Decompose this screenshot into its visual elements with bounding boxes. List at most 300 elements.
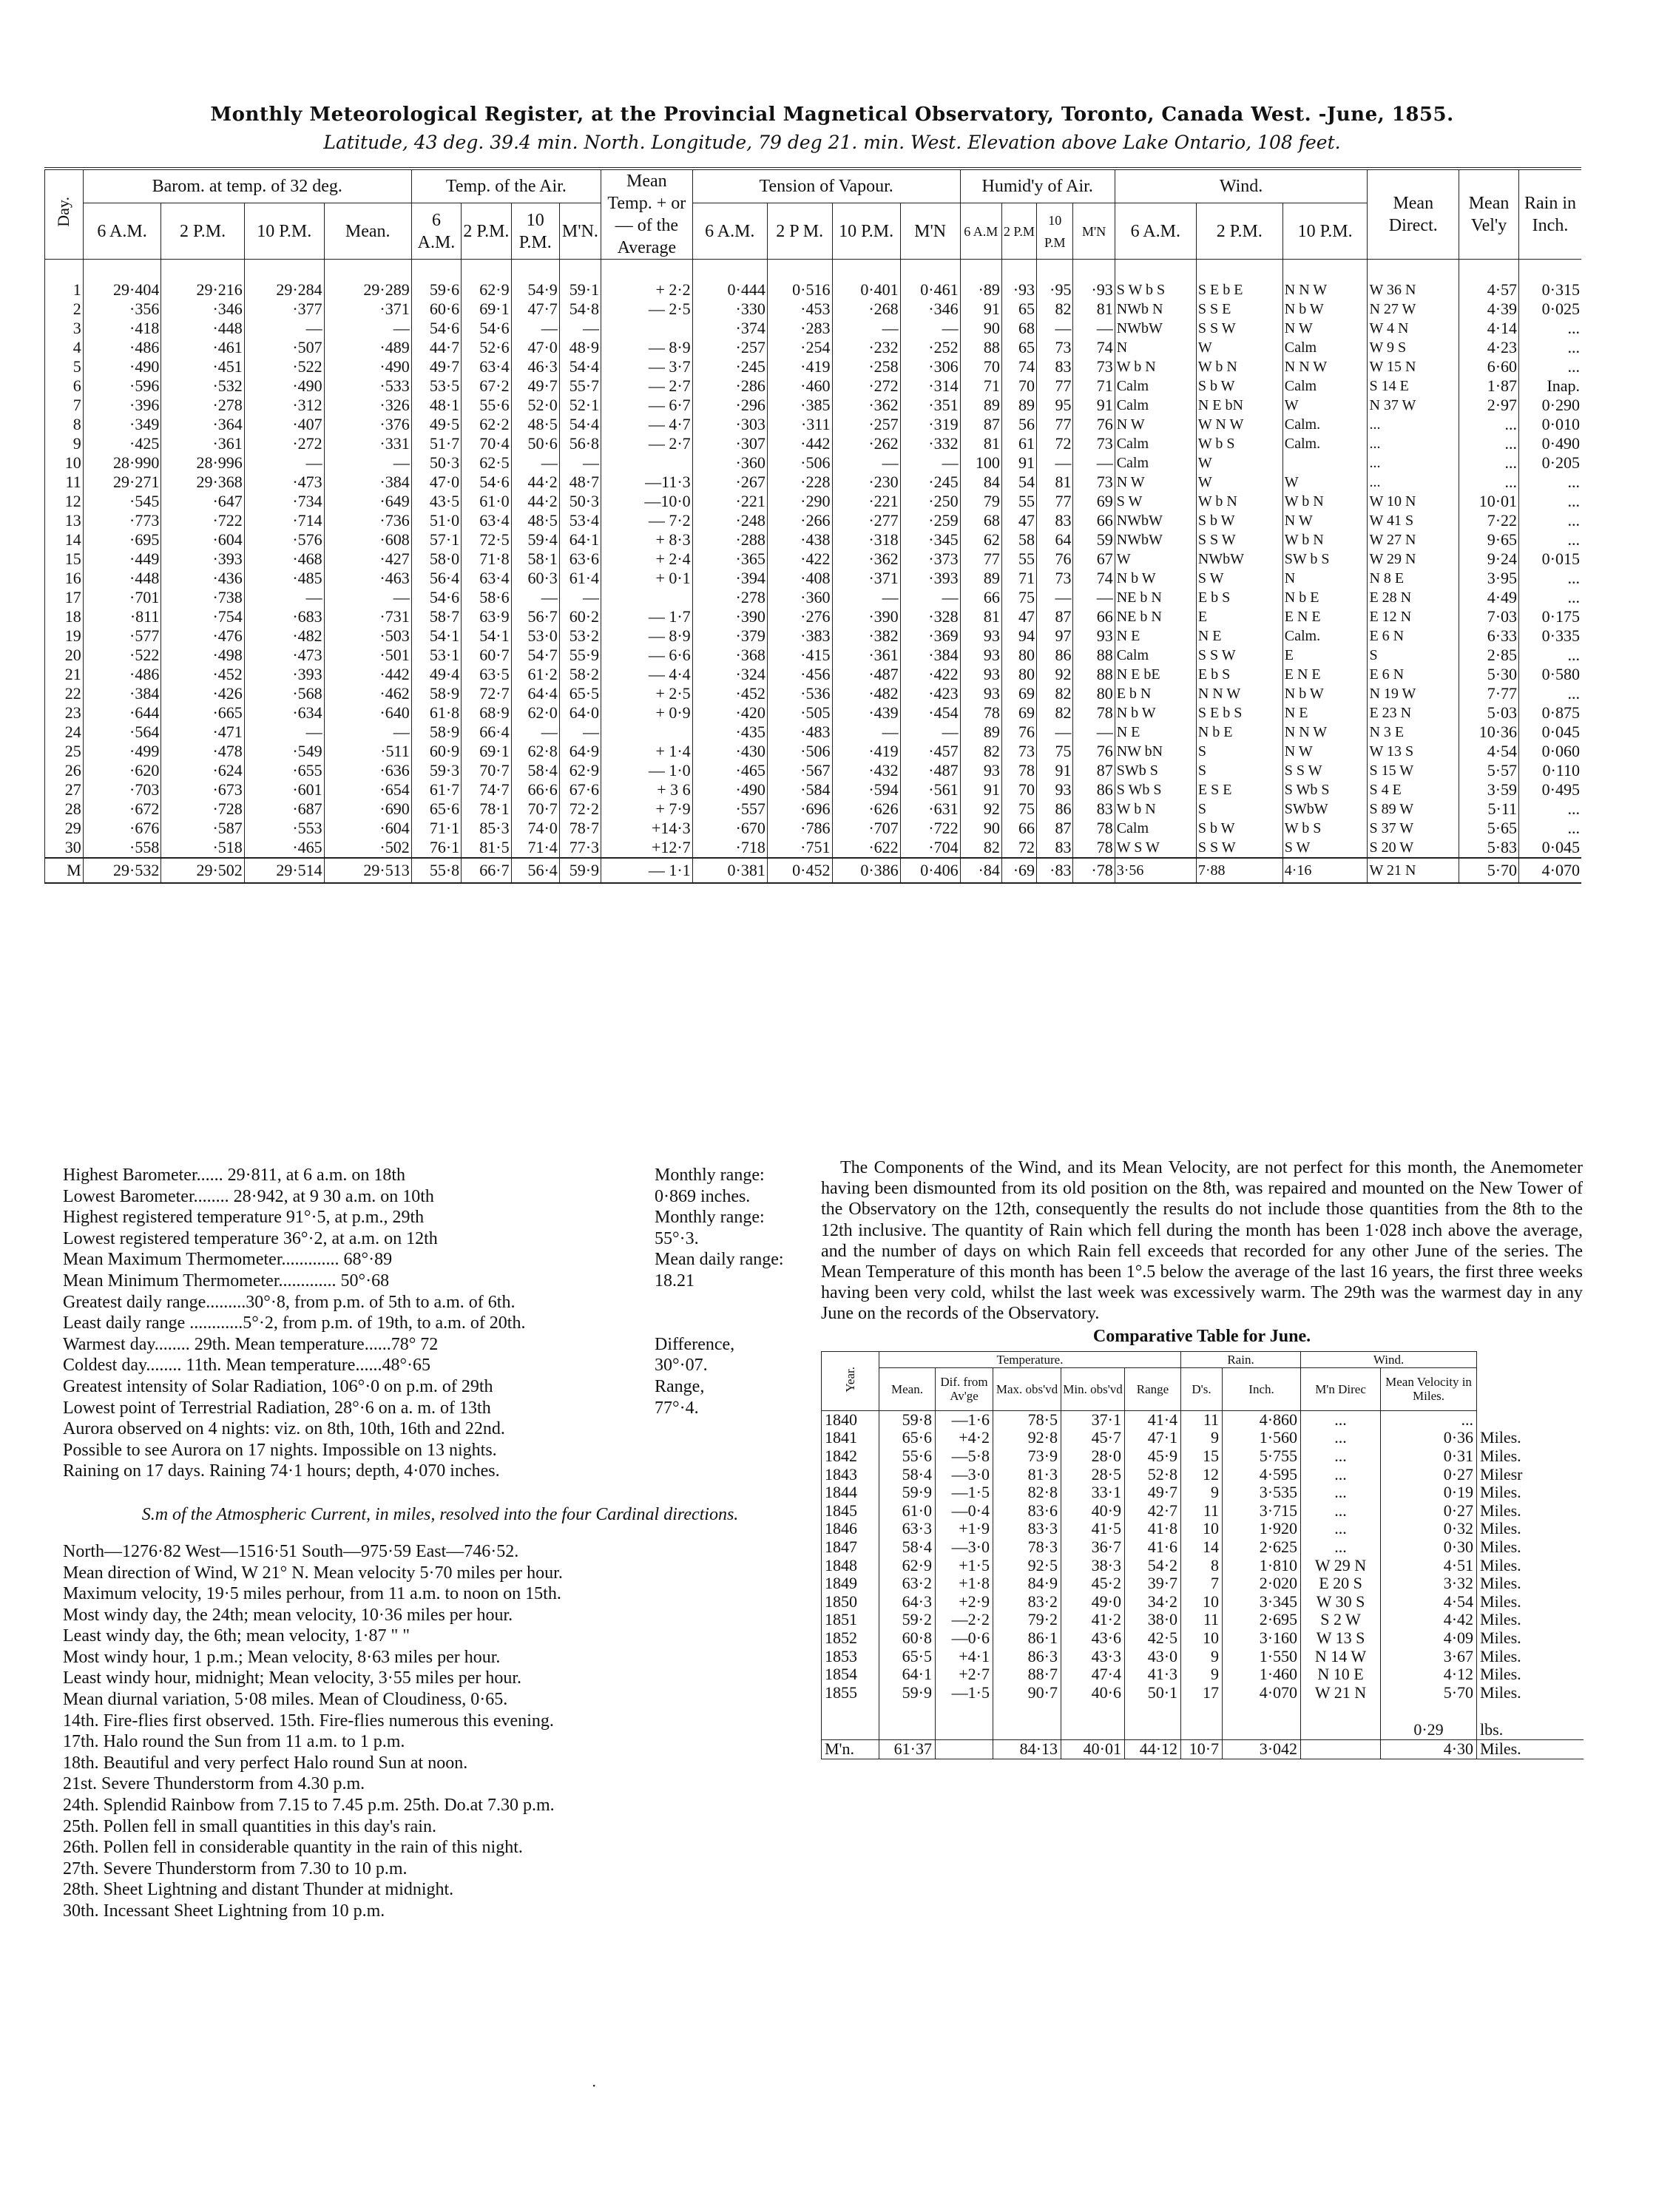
event-line: Mean diurnal variation, 5·08 miles. Mean of Cloudiness, 0·65. xyxy=(63,1690,508,1710)
barom-6am-header: 6 A.M. xyxy=(83,203,161,260)
register-cell: ·318 xyxy=(832,530,900,549)
register-cell: 50·3 xyxy=(559,492,601,511)
atmospheric-current-title: S.m of the Atmospheric Current, in miles, resolved into the four Cardinal directions. xyxy=(141,1504,739,1524)
register-cell: ·703 xyxy=(83,780,161,799)
register-cell: W xyxy=(1282,473,1368,492)
register-cell: S xyxy=(1196,761,1282,780)
register-cell: ·312 xyxy=(244,396,324,415)
register-cell: 78 xyxy=(1073,819,1115,838)
register-cell: ·676 xyxy=(83,819,161,838)
register-cell: Calm. xyxy=(1282,415,1368,434)
register-cell: 78 xyxy=(1073,838,1115,858)
comparative-cell: 3·535 xyxy=(1223,1484,1301,1502)
register-cell: 74 xyxy=(1001,357,1036,376)
register-cell: 0·335 xyxy=(1519,626,1581,646)
register-cell: 5 xyxy=(45,357,84,376)
comparative-cell: 83·6 xyxy=(993,1502,1061,1521)
register-cell: 70 xyxy=(1001,376,1036,396)
comparative-cell: 84·9 xyxy=(993,1575,1061,1593)
register-cell: ·332 xyxy=(900,434,960,453)
event-line: 30th. Incessant Sheet Lightning from 10 p.m. xyxy=(63,1901,385,1921)
comparative-cell: 92·5 xyxy=(993,1557,1061,1575)
register-cell: ·557 xyxy=(692,799,767,819)
register-cell: 97 xyxy=(1037,626,1073,646)
comparative-row xyxy=(822,1684,1584,1702)
register-row xyxy=(45,319,1582,338)
register-cell: ·564 xyxy=(83,723,161,742)
comparative-cell: 28·0 xyxy=(1061,1447,1125,1466)
register-cell: ·626 xyxy=(832,799,900,819)
register-cell: ·369 xyxy=(900,626,960,646)
summary-line-text: Least daily range ............5°·2, from p.m. of 19th, to a.m. of 20th. xyxy=(63,1313,526,1333)
mean-cell: 3·56 xyxy=(1115,858,1196,883)
mean-cell: ·83 xyxy=(1037,858,1073,883)
comparative-row xyxy=(822,1410,1584,1429)
register-cell: 78 xyxy=(1001,761,1036,780)
register-cell: —10·0 xyxy=(601,492,693,511)
register-cell: 76 xyxy=(1073,415,1115,434)
register-cell: 53·0 xyxy=(511,626,559,646)
register-cell: 82 xyxy=(1037,300,1073,319)
register-cell: ·362 xyxy=(832,549,900,569)
comparative-empty-cell xyxy=(1223,1702,1301,1739)
temp-10pm-header: 10 P.M. xyxy=(511,203,559,260)
register-cell: ·683 xyxy=(244,607,324,626)
register-cell: 69·1 xyxy=(462,300,511,319)
register-cell: S Wb S xyxy=(1115,780,1196,799)
register-cell: 75 xyxy=(1001,799,1036,819)
register-cell: 62·0 xyxy=(511,703,559,723)
temperature-header: Temp. of the Air. xyxy=(411,169,601,203)
register-cell: 66 xyxy=(1073,511,1115,530)
comparative-cell: 0·27 xyxy=(1381,1466,1477,1484)
comparative-cell: 4·595 xyxy=(1223,1466,1301,1484)
register-cell: ·230 xyxy=(832,473,900,492)
register-cell: ·277 xyxy=(832,511,900,530)
register-row xyxy=(45,703,1582,723)
register-cell: S 37 W xyxy=(1368,819,1459,838)
register-cell: 75 xyxy=(1001,588,1036,607)
register-cell: ·93 xyxy=(1001,260,1036,300)
register-row xyxy=(45,799,1582,819)
register-cell: 6 xyxy=(45,376,84,396)
page-title: Monthly Meteorological Register, at the Provincial Magnetical Observatory, Toronto, Canada West. -June, 1855. xyxy=(210,104,1454,126)
register-cell: 21 xyxy=(45,665,84,684)
register-cell: ·587 xyxy=(161,819,244,838)
register-cell: ·368 xyxy=(692,646,767,665)
comparative-cell: 54·2 xyxy=(1125,1557,1181,1575)
register-cell: ·266 xyxy=(767,511,832,530)
register-cell: 62·8 xyxy=(511,742,559,761)
cmp-inch-header: Inch. xyxy=(1223,1367,1301,1410)
register-cell: W 4 N xyxy=(1368,319,1459,338)
register-cell: ·384 xyxy=(83,684,161,703)
summary-line-aside: Monthly range: xyxy=(655,1166,765,1185)
event-line: 21st. Severe Thunderstorm from 4.30 p.m. xyxy=(63,1774,365,1794)
register-cell: E 6 N xyxy=(1368,665,1459,684)
register-cell: — xyxy=(832,723,900,742)
register-cell: — xyxy=(511,453,559,473)
register-cell: — 6·7 xyxy=(601,396,693,415)
mean-cell: 29·502 xyxy=(161,858,244,883)
register-cell: NWbW xyxy=(1196,549,1282,569)
comparative-extra-row xyxy=(822,1702,1584,1739)
mean-cell: 29·532 xyxy=(83,858,161,883)
comparative-cell: 59·8 xyxy=(879,1410,936,1429)
register-cell: 58·9 xyxy=(411,723,461,742)
comparative-cell: S 2 W xyxy=(1301,1611,1381,1629)
register-cell: ·577 xyxy=(83,626,161,646)
register-cell: ·420 xyxy=(692,703,767,723)
comparative-cell: 43·3 xyxy=(1061,1648,1125,1666)
comparative-cell: 9 xyxy=(1181,1429,1223,1447)
comparative-cell: —0·4 xyxy=(936,1502,993,1521)
register-cell: ·482 xyxy=(244,626,324,646)
register-cell: 81 xyxy=(960,607,1001,626)
register-cell: 66 xyxy=(960,588,1001,607)
register-cell: 0·010 xyxy=(1519,415,1581,434)
register-cell: ·722 xyxy=(161,511,244,530)
summary-line-text: Warmest day........ 29th. Mean temperature......78° 72 xyxy=(63,1334,439,1354)
mean-cell: ·84 xyxy=(960,858,1001,883)
register-cell: 63·9 xyxy=(462,607,511,626)
register-cell: 82 xyxy=(960,838,1001,858)
register-cell: ·490 xyxy=(83,357,161,376)
register-cell xyxy=(601,588,693,607)
barom-10pm-header: 10 P.M. xyxy=(244,203,324,260)
register-cell: — 8·9 xyxy=(601,338,693,357)
comparative-cell: 1845 xyxy=(822,1502,879,1521)
comparative-cell: 39·7 xyxy=(1125,1575,1181,1593)
register-cell: ·460 xyxy=(767,376,832,396)
comparative-cell: +2·7 xyxy=(936,1665,993,1684)
register-cell: 7·77 xyxy=(1459,684,1519,703)
register-cell: — 1·0 xyxy=(601,761,693,780)
summary-line xyxy=(63,1313,817,1334)
comparative-cell: 1·550 xyxy=(1223,1648,1301,1666)
comparative-cell: 92·8 xyxy=(993,1429,1061,1447)
register-cell: 89 xyxy=(960,396,1001,415)
register-cell: 28·996 xyxy=(161,453,244,473)
register-cell: ·471 xyxy=(161,723,244,742)
register-cell: 10·36 xyxy=(1459,723,1519,742)
register-cell: ·490 xyxy=(324,357,411,376)
comparative-cell: 64·3 xyxy=(879,1593,936,1611)
event-line: Mean direction of Wind, W 21° N. Mean velocity 5·70 miles per hour. xyxy=(63,1563,563,1583)
tension-mean-header: M'N xyxy=(900,203,960,260)
register-cell: ·408 xyxy=(767,569,832,588)
comparative-cell: +1·9 xyxy=(936,1520,993,1538)
register-cell: — 4·7 xyxy=(601,415,693,434)
register-cell: 80 xyxy=(1001,646,1036,665)
register-cell: 10 xyxy=(45,453,84,473)
register-cell: 43·5 xyxy=(411,492,461,511)
register-cell: 55·7 xyxy=(559,376,601,396)
register-cell: 66·6 xyxy=(511,780,559,799)
register-cell: ·486 xyxy=(83,665,161,684)
register-cell: ... xyxy=(1459,434,1519,453)
register-cell: 77 xyxy=(960,549,1001,569)
register-cell: ·259 xyxy=(900,511,960,530)
mean-cell: 66·7 xyxy=(462,858,511,883)
register-cell: 93 xyxy=(960,665,1001,684)
register-cell: 79 xyxy=(960,492,1001,511)
comparative-cell: 78·5 xyxy=(993,1410,1061,1429)
register-cell: N b E xyxy=(1196,723,1282,742)
register-cell: 82 xyxy=(1037,684,1073,703)
comparative-cell: 3·715 xyxy=(1223,1502,1301,1521)
register-cell: 73 xyxy=(1073,473,1115,492)
barom-mean-header: Mean. xyxy=(324,203,411,260)
register-cell: ·290 xyxy=(767,492,832,511)
register-cell: SW b S xyxy=(1282,549,1368,569)
register-cell: 61·8 xyxy=(411,703,461,723)
register-cell: ... xyxy=(1519,799,1581,819)
register-cell: + 2·5 xyxy=(601,684,693,703)
register-cell: ·311 xyxy=(767,415,832,434)
comparative-cell: 17 xyxy=(1181,1684,1223,1702)
register-cell: 84 xyxy=(960,473,1001,492)
summary-line xyxy=(63,1228,817,1250)
register-cell: — 8·9 xyxy=(601,626,693,646)
register-cell: 29·289 xyxy=(324,260,411,300)
comparative-cell: 1850 xyxy=(822,1593,879,1611)
register-cell: 0·580 xyxy=(1519,665,1581,684)
register-cell: 93 xyxy=(1073,626,1115,646)
register-cell: ·330 xyxy=(692,300,767,319)
mean-velocity-header: Mean Vel'y xyxy=(1459,169,1519,260)
register-cell: ·426 xyxy=(161,684,244,703)
register-cell: 87 xyxy=(1037,607,1073,626)
register-cell: ·561 xyxy=(900,780,960,799)
register-cell: ·448 xyxy=(83,569,161,588)
register-cell: ·536 xyxy=(767,684,832,703)
event-line: 17th. Halo round the Sun from 11 a.m. to 1 p.m. xyxy=(63,1732,405,1752)
register-cell: 61·2 xyxy=(511,665,559,684)
register-cell: 93 xyxy=(960,646,1001,665)
register-cell: E b N xyxy=(1115,684,1196,703)
register-cell: Calm xyxy=(1115,819,1196,838)
register-cell: — xyxy=(244,588,324,607)
register-cell: W b N xyxy=(1196,492,1282,511)
comparative-cell: Miles. xyxy=(1477,1502,1584,1521)
comparative-cell: 1·920 xyxy=(1223,1520,1301,1538)
register-cell: 4·54 xyxy=(1459,742,1519,761)
comparative-title: Comparative Table for June. xyxy=(1092,1326,1311,1346)
register-cell: ·532 xyxy=(161,376,244,396)
register-cell: 7·03 xyxy=(1459,607,1519,626)
register-cell: Calm xyxy=(1115,453,1196,473)
comparative-cell: W 21 N xyxy=(1301,1684,1381,1702)
comparative-cell: 55·6 xyxy=(879,1447,936,1466)
summary-line-aside: 0·869 inches. xyxy=(655,1186,751,1206)
comparative-cell: 1849 xyxy=(822,1575,879,1593)
comparative-cell: Miles. xyxy=(1477,1684,1584,1702)
register-cell: N 8 E xyxy=(1368,569,1459,588)
comparative-cell: 1840 xyxy=(822,1410,879,1429)
register-cell: 59·4 xyxy=(511,530,559,549)
register-cell: 47·0 xyxy=(411,473,461,492)
register-cell: Inap. xyxy=(1519,376,1581,396)
register-cell: ·773 xyxy=(83,511,161,530)
register-cell: ·306 xyxy=(900,357,960,376)
register-cell: ·701 xyxy=(83,588,161,607)
register-row xyxy=(45,453,1582,473)
comparative-cell: 1854 xyxy=(822,1665,879,1684)
comparative-cell: 3·32 xyxy=(1381,1575,1477,1593)
register-cell: ·522 xyxy=(244,357,324,376)
register-cell: 48·9 xyxy=(559,338,601,357)
register-cell: 73 xyxy=(1073,434,1115,453)
register-cell: 73 xyxy=(1073,357,1115,376)
register-cell: 52·0 xyxy=(511,396,559,415)
register-cell: W 10 N xyxy=(1368,492,1459,511)
register-cell: ·374 xyxy=(692,319,767,338)
summary-line xyxy=(63,1271,817,1292)
register-cell: ·432 xyxy=(832,761,900,780)
comparative-cell: 43·0 xyxy=(1125,1648,1181,1666)
register-cell: 58·6 xyxy=(462,588,511,607)
register-cell: ·620 xyxy=(83,761,161,780)
register-cell: 66 xyxy=(1073,607,1115,626)
register-cell: ·457 xyxy=(900,742,960,761)
mean-cell: ·78 xyxy=(1073,858,1115,883)
register-cell: ·267 xyxy=(692,473,767,492)
tension-header: Tension of Vapour. xyxy=(692,169,960,203)
comparative-empty-cell xyxy=(879,1702,936,1739)
comparative-mean-row xyxy=(822,1739,1584,1759)
comparative-cell: 63·3 xyxy=(879,1520,936,1538)
register-cell: — xyxy=(244,723,324,742)
register-cell: ·254 xyxy=(767,338,832,357)
register-cell: — xyxy=(832,453,900,473)
comparative-cell: 9 xyxy=(1181,1648,1223,1666)
register-cell: 9 xyxy=(45,434,84,453)
comparative-cell: —1·6 xyxy=(936,1410,993,1429)
register-cell: N E xyxy=(1196,626,1282,646)
register-cell: 10·01 xyxy=(1459,492,1519,511)
register-cell: ·594 xyxy=(832,780,900,799)
register-cell: NE b N xyxy=(1115,607,1196,626)
register-cell: 65·6 xyxy=(411,799,461,819)
register-row xyxy=(45,376,1582,396)
register-cell: 0·015 xyxy=(1519,549,1581,569)
register-cell: N W xyxy=(1115,415,1196,434)
comparative-cell: 11 xyxy=(1181,1410,1223,1429)
summary-line-aside: 77°·4. xyxy=(655,1398,699,1418)
register-cell: 69·1 xyxy=(462,742,511,761)
register-cell: ·377 xyxy=(244,300,324,319)
register-cell: ·468 xyxy=(244,549,324,569)
register-cell: — xyxy=(1073,723,1115,742)
register-cell: N N W xyxy=(1282,723,1368,742)
register-cell: 0·060 xyxy=(1519,742,1581,761)
barom-2pm-header: 2 P.M. xyxy=(161,203,244,260)
comparative-cell: 1·460 xyxy=(1223,1665,1301,1684)
register-cell: ·553 xyxy=(244,819,324,838)
register-cell: 68 xyxy=(1001,319,1036,338)
comparative-cell: Miles. xyxy=(1477,1611,1584,1629)
event-line: Least windy day, the 6th; mean velocity, 1·87 " " xyxy=(63,1626,410,1646)
register-cell: + 3 6 xyxy=(601,780,693,799)
register-cell: 20 xyxy=(45,646,84,665)
register-row xyxy=(45,357,1582,376)
comparative-cell: 38·3 xyxy=(1061,1557,1125,1575)
register-cell: 48·5 xyxy=(511,415,559,434)
register-cell: ·451 xyxy=(161,357,244,376)
register-row xyxy=(45,549,1582,569)
register-cell: N b W xyxy=(1282,684,1368,703)
comparative-cell: 1852 xyxy=(822,1629,879,1648)
register-cell: ·430 xyxy=(692,742,767,761)
register-cell: S xyxy=(1368,646,1459,665)
comparative-cell: 82·8 xyxy=(993,1484,1061,1502)
register-cell: — xyxy=(900,723,960,742)
register-cell: ·507 xyxy=(244,338,324,357)
wind-note-text: The Components of the Wind, and its Mean Velocity, are not perfect for this month, the Anemometer having been dismounted from its old position on the 8th, was repaired and mounted on the New Tower of the Observatory on the 12th, consequently the results do not include those quantities from the 8th to the 12th inclusive. The quantity of Rain which fell during the month has been 1·028 inch above the average, and the number of days on which Rain fell exceeds that recorded for any other June of the series. The Mean Temperature of this month has been 1°.5 below the average of the last 16 years, the first three weeks having been very cold, whilst the last week was excessively warm. The 29th was the warmest day in any June on the records of the Observatory. xyxy=(821,1158,1583,1324)
comparative-cell: 1855 xyxy=(822,1684,879,1702)
cmp-max-header: Max. obs'vd xyxy=(993,1367,1061,1410)
register-cell: ·453 xyxy=(767,300,832,319)
register-cell: 67·6 xyxy=(559,780,601,799)
register-row xyxy=(45,780,1582,799)
comparative-cell: 7 xyxy=(1181,1575,1223,1593)
comparative-cell: 62·9 xyxy=(879,1557,936,1575)
comparative-cell: 40·9 xyxy=(1061,1502,1125,1521)
register-cell: ... xyxy=(1519,492,1581,511)
register-cell: 78 xyxy=(960,703,1001,723)
comparative-cell: 45·9 xyxy=(1125,1447,1181,1466)
register-cell: ·734 xyxy=(244,492,324,511)
comparative-cell: 65·5 xyxy=(879,1648,936,1666)
register-cell: 0·045 xyxy=(1519,838,1581,858)
cmp-rain-header: Rain. xyxy=(1181,1351,1301,1367)
register-cell: 62·9 xyxy=(559,761,601,780)
summary-line xyxy=(63,1440,817,1461)
register-cell: S E b S xyxy=(1196,703,1282,723)
register-row xyxy=(45,742,1582,761)
register-table-wrapper xyxy=(44,167,1581,884)
register-cell: 71 xyxy=(1073,376,1115,396)
register-cell: 53·2 xyxy=(559,626,601,646)
summary-line-text: Lowest registered temperature 36°·2, at a.m. on 12th xyxy=(63,1228,438,1248)
register-cell: 65·5 xyxy=(559,684,601,703)
register-cell: 54·1 xyxy=(411,626,461,646)
comparative-cell: Miles. xyxy=(1477,1665,1584,1684)
register-cell: ... xyxy=(1519,819,1581,838)
register-cell: ·673 xyxy=(161,780,244,799)
register-cell: E b S xyxy=(1196,665,1282,684)
comparative-cell: 64·1 xyxy=(879,1665,936,1684)
register-cell: ·624 xyxy=(161,761,244,780)
register-cell: ·545 xyxy=(83,492,161,511)
register-cell: — 7·2 xyxy=(601,511,693,530)
comparative-cell: 40·6 xyxy=(1061,1684,1125,1702)
register-cell: ·384 xyxy=(900,646,960,665)
register-cell: — xyxy=(1073,319,1115,338)
comparative-cell: 0·31 xyxy=(1381,1447,1477,1466)
register-cell: — xyxy=(1073,588,1115,607)
register-cell: 29·284 xyxy=(244,260,324,300)
register-row xyxy=(45,492,1582,511)
comparative-cell: 49·7 xyxy=(1125,1484,1181,1502)
event-line: Least windy hour, midnight; Mean velocity, 3·55 miles per hour. xyxy=(63,1668,522,1688)
register-cell: 47 xyxy=(1001,511,1036,530)
register-cell: 48·5 xyxy=(511,511,559,530)
comparative-body xyxy=(822,1410,1584,1759)
register-cell: — xyxy=(511,588,559,607)
register-cell: 17 xyxy=(45,588,84,607)
